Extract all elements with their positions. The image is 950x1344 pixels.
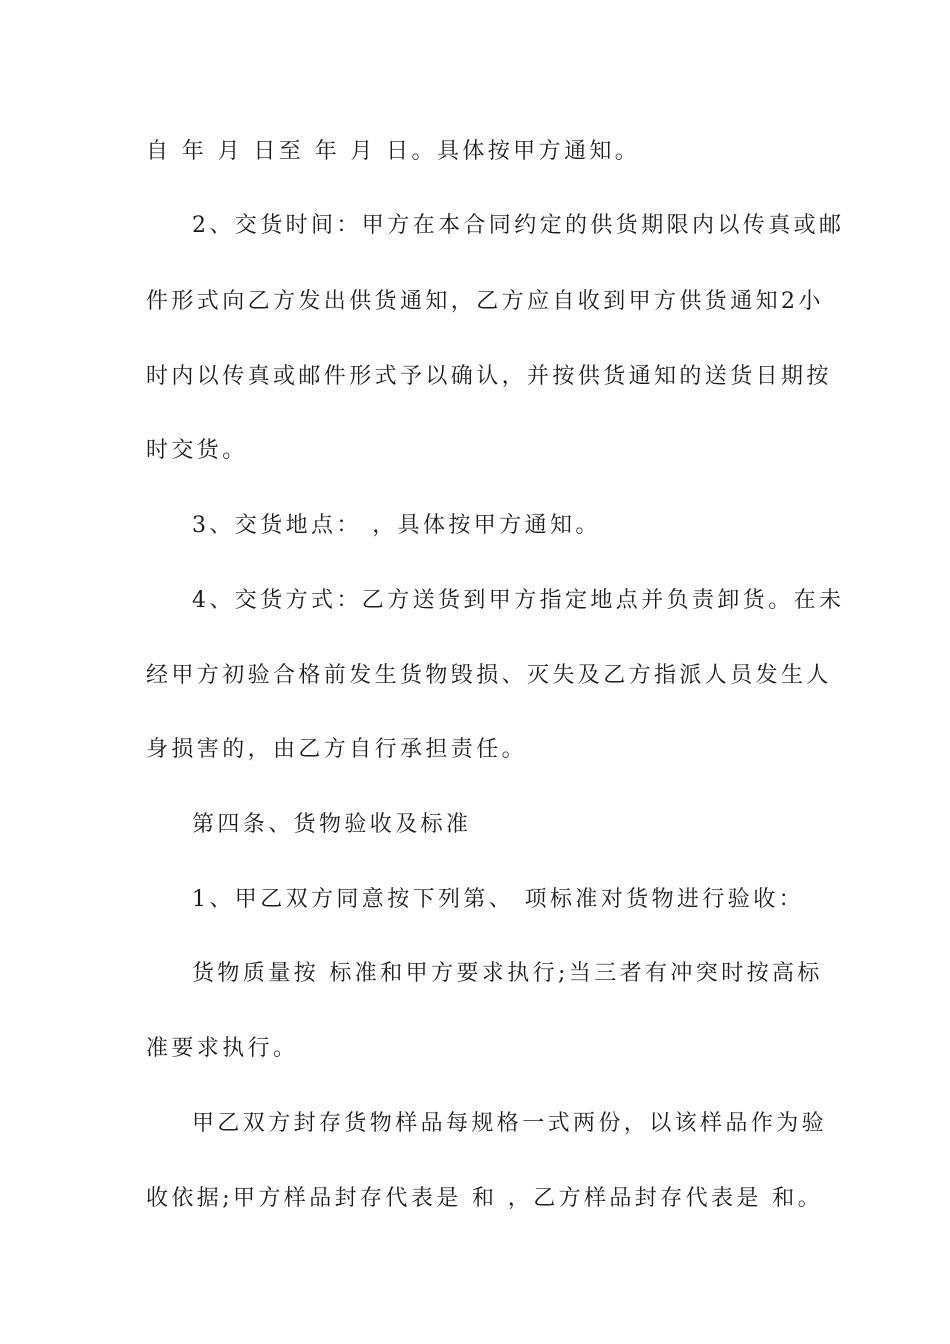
text-line: 件形式向乙方发出供货通知，乙方应自收到甲方供货通知2小 [146, 289, 824, 314]
text-line: 收依据;甲方样品封存代表是 和 ，乙方样品封存代表是 和。 [146, 1186, 823, 1211]
text-line: 经甲方初验合格前发生货物毁损、灭失及乙方指派人员发生人 [146, 663, 832, 688]
text-line: 时交货。 [146, 438, 248, 463]
text-line: 准要求执行。 [146, 1036, 299, 1061]
text-line: 1、甲乙双方同意按下列第、 项标准对货物进行验收： [192, 887, 804, 912]
text-line: 甲乙双方封存货物样品每规格一式两份，以该样品作为验 [192, 1111, 828, 1136]
text-line: 4、交货方式：乙方送货到甲方指定地点并负责卸货。在未 [192, 588, 845, 613]
text-line: 时内以传真或邮件形式予以确认，并按供货通知的送货日期按 [146, 364, 832, 389]
text-line: 自 年 月 日至 年 月 日。具体按甲方通知。 [146, 139, 641, 164]
text-line: 货物质量按 标准和甲方要求执行;当三者有冲突时按高标 [192, 961, 823, 986]
text-line: 身损害的，由乙方自行承担责任。 [146, 737, 528, 762]
text-line: 3、交货地点： ，具体按甲方通知。 [192, 513, 601, 538]
section-heading: 第四条、货物验收及标准 [192, 812, 472, 837]
text-line: 2、交货时间：甲方在本合同约定的供货期限内以传真或邮 [192, 213, 845, 238]
